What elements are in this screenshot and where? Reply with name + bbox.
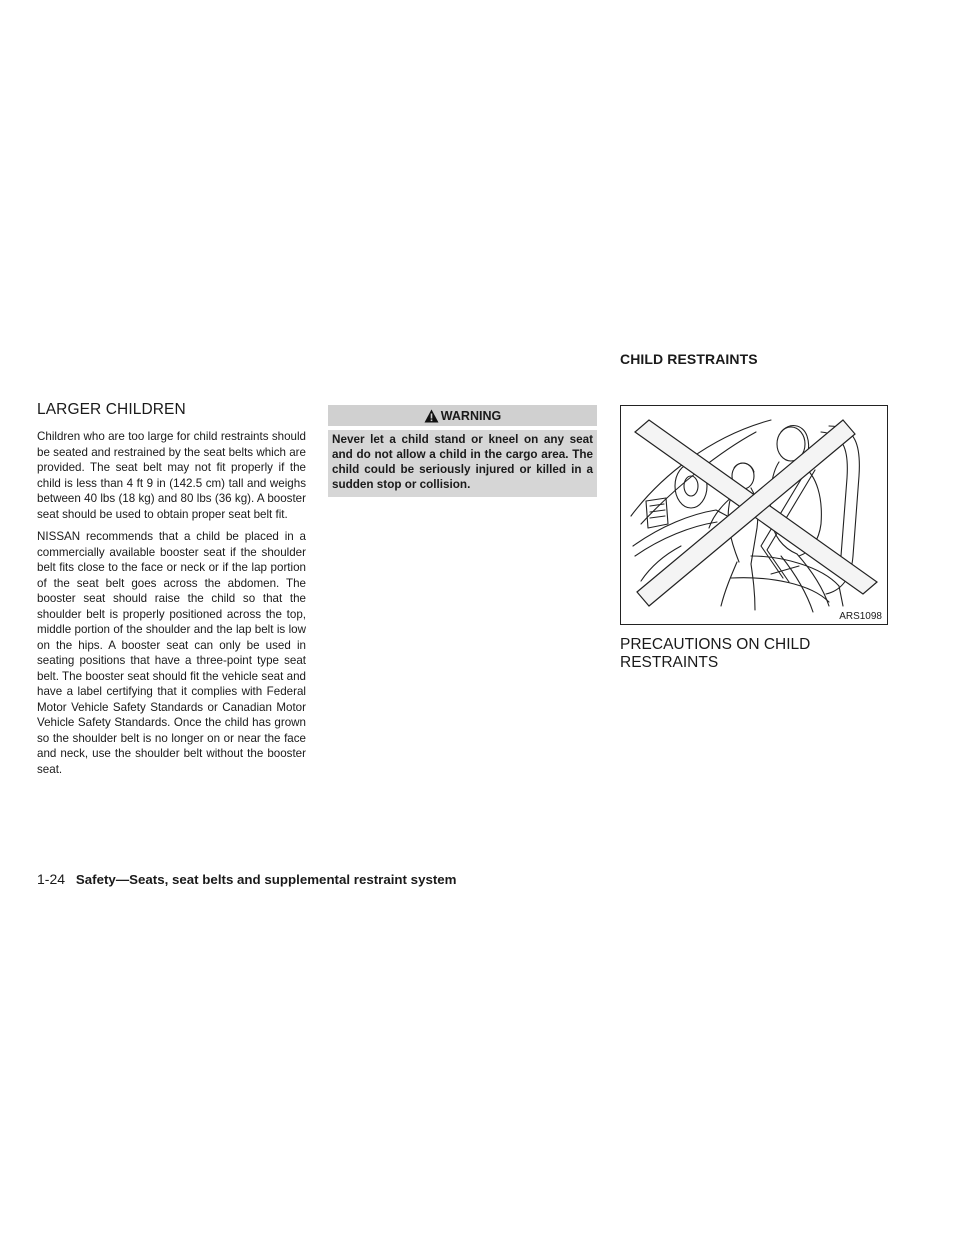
section-heading-larger-children: LARGER CHILDREN — [37, 401, 186, 418]
warning-triangle-icon — [424, 409, 439, 423]
figure-frame — [620, 405, 888, 625]
paragraph-larger-children-1: Children who are too large for child restraints should be seated and restrained by the seat belts which are provided. The seat belt may not fit properly if the child is less than 4 ft 9 in (142.5 cm) tall and weighs between 40 lbs (18 kg) and 80 lbs (36 kg). A booster seat should be used to obtain proper seat belt fit. — [37, 430, 306, 521]
subheading-precautions-on-child-restraints: PRECAUTIONS ON CHILD RESTRAINTS — [620, 636, 811, 671]
page-number: 1-24 — [37, 871, 66, 887]
warning-box — [328, 405, 597, 497]
warning-header — [328, 405, 597, 430]
warning-text: Never let a child stand or kneel on any seat and do not allow a child in the cargo area. The child could be seriously injured or killed in a sudden stop or collision. — [332, 433, 593, 491]
paragraph-larger-children-2: NISSAN recommends that a child be placed in a commercially available booster seat if the shoulder belt fits close to the face or neck or if the lap portion of the seat belt goes across the abdomen. The booster seat should raise the child so that the shoulder belt is properly positioned across the top, middle portion of the shoulder and the lap belt is low on the hips. A booster seat can only be used in seating positions that have a three-point type seat belt. The booster seat should fit the vehicle seat and have a label certifying that it complies with Federal Motor Vehicle Safety Standards or Canadian Motor Vehicle Safety Standards. Once the child has grown so the shoulder belt is no longer on or near the face and neck, use the shoulder belt without the booster seat. — [37, 530, 306, 776]
child-standing-in-vehicle-prohibited-illustration — [621, 406, 888, 625]
section-heading-child-restraints: CHILD RESTRAINTS — [620, 351, 758, 367]
footer-section-title: Safety—Seats, seat belts and supplemental restraint system — [75, 872, 457, 887]
right-column — [620, 349, 890, 688]
page-footer — [37, 871, 457, 887]
warning-title: WARNING — [440, 408, 502, 423]
middle-column — [328, 405, 597, 497]
left-column — [37, 401, 306, 784]
figure-code: ARS1098 — [839, 611, 882, 622]
